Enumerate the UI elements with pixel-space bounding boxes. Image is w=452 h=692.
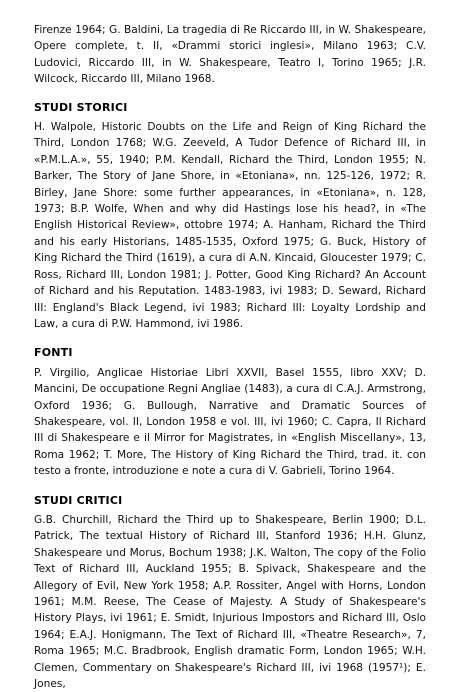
intro-paragraph: Firenze 1964; G. Baldini, La tragedia di Re Riccardo III, in W. Shakespeare, Opere complete, t. II, «Drammi storici inglesi», Milano 1963; C.V. Ludovici, Riccardo III, in W. Shakespeare, Teatro I, Torino 1965; J.R. Wilcock, Riccardo III, Milano 1968.	[34, 24, 426, 86]
section-heading-studi-critici: STUDI CRITICI	[34, 493, 123, 507]
section-heading-fonti: FONTI	[34, 346, 73, 360]
studi-critici-paragraph: G.B. Churchill, Richard the Third up to Shakespeare, Berlin 1900; D.L. Patrick, The textual History of Richard III, Stanford 1936; H.H. Glunz, Shakespeare und Morus, Bochum 1938; J.K. Walton, The copy of the Folio Text of Richard III, Auckland 1955; B. Spivack, Shakespeare and the Allegory of Evil, New York 1958; A.P. Rossiter, Angel with Horns, London 1961; M.M. Reese, The Cease of Majesty. A Study of Shakespeare's History Plays, ivi 1961; E. Smidt, Injurious Impostors and Richard III, Oslo 1964; E.A.J. Honigmann, The Text of Richard III, «Theatre Research», 7, Roma 1965; M.C. Bradbrook, English dramatic Form, London 1965; W.H. Clemen, Commentary on Shakespeare's Richard III, ivi 1968 (1957¹); E. Jones,	[34, 513, 426, 691]
fonti-paragraph: P. Virgilio, Anglicae Historiae Libri XXVII, Basel 1555, libro XXV; D. Mancini, De occupatione Regni Angliae (1483), a cura di C.A.J. Armstrong, Oxford 1936; G. Bullough, Narrative and Dramatic Sources of Shakespeare, vol. II, London 1958 e vol. III, ivi 1960; C. Capra, Il Richard III di Shakespeare e il Mirror for Magistrates, in «English Miscellany», 13, Roma 1962; T. More, The History of King Richard the Third, trad. it. con testo a fronte, introduzione e note a cura di V. Gabrieli, Torino 1964.	[34, 366, 426, 478]
section-heading-studi-storici: STUDI STORICI	[34, 100, 128, 114]
studi-storici-paragraph: H. Walpole, Historic Doubts on the Life and Reign of King Richard the Third, London 1768; W.G. Zeeveld, A Tudor Defence of Richard III, in «P.M.L.A.», 55, 1940; P.M. Kendall, Richard the Third, London 1955; N. Barker, The Story of Jane Shore, in «Etoniana», nn. 125-126, 1972; R. Birley, Jane Shore: some further appearances, in «Etoniana», n. 128, 1973; B.P. Wolfe, When and why did Hastings lose his head?, in «The English Historical Review», ottobre 1974; A. Hanham, Richard the Third and his early Historians, 1485-1535, Oxford 1975; G. Buck, History of King Richard the Third (1619), a cura di A.N. Kincaid, Gloucester 1979; C. Ross, Richard III, London 1981; J. Potter, Good King Richard? An Account of Richard and his Reputation. 1483-1983, ivi 1983; D. Seward, Richard III: England's Black Legend, ivi 1983; Richard III: Loyalty Lordship and Law, a cura di P.W. Hammond, ivi 1986.	[34, 121, 426, 330]
